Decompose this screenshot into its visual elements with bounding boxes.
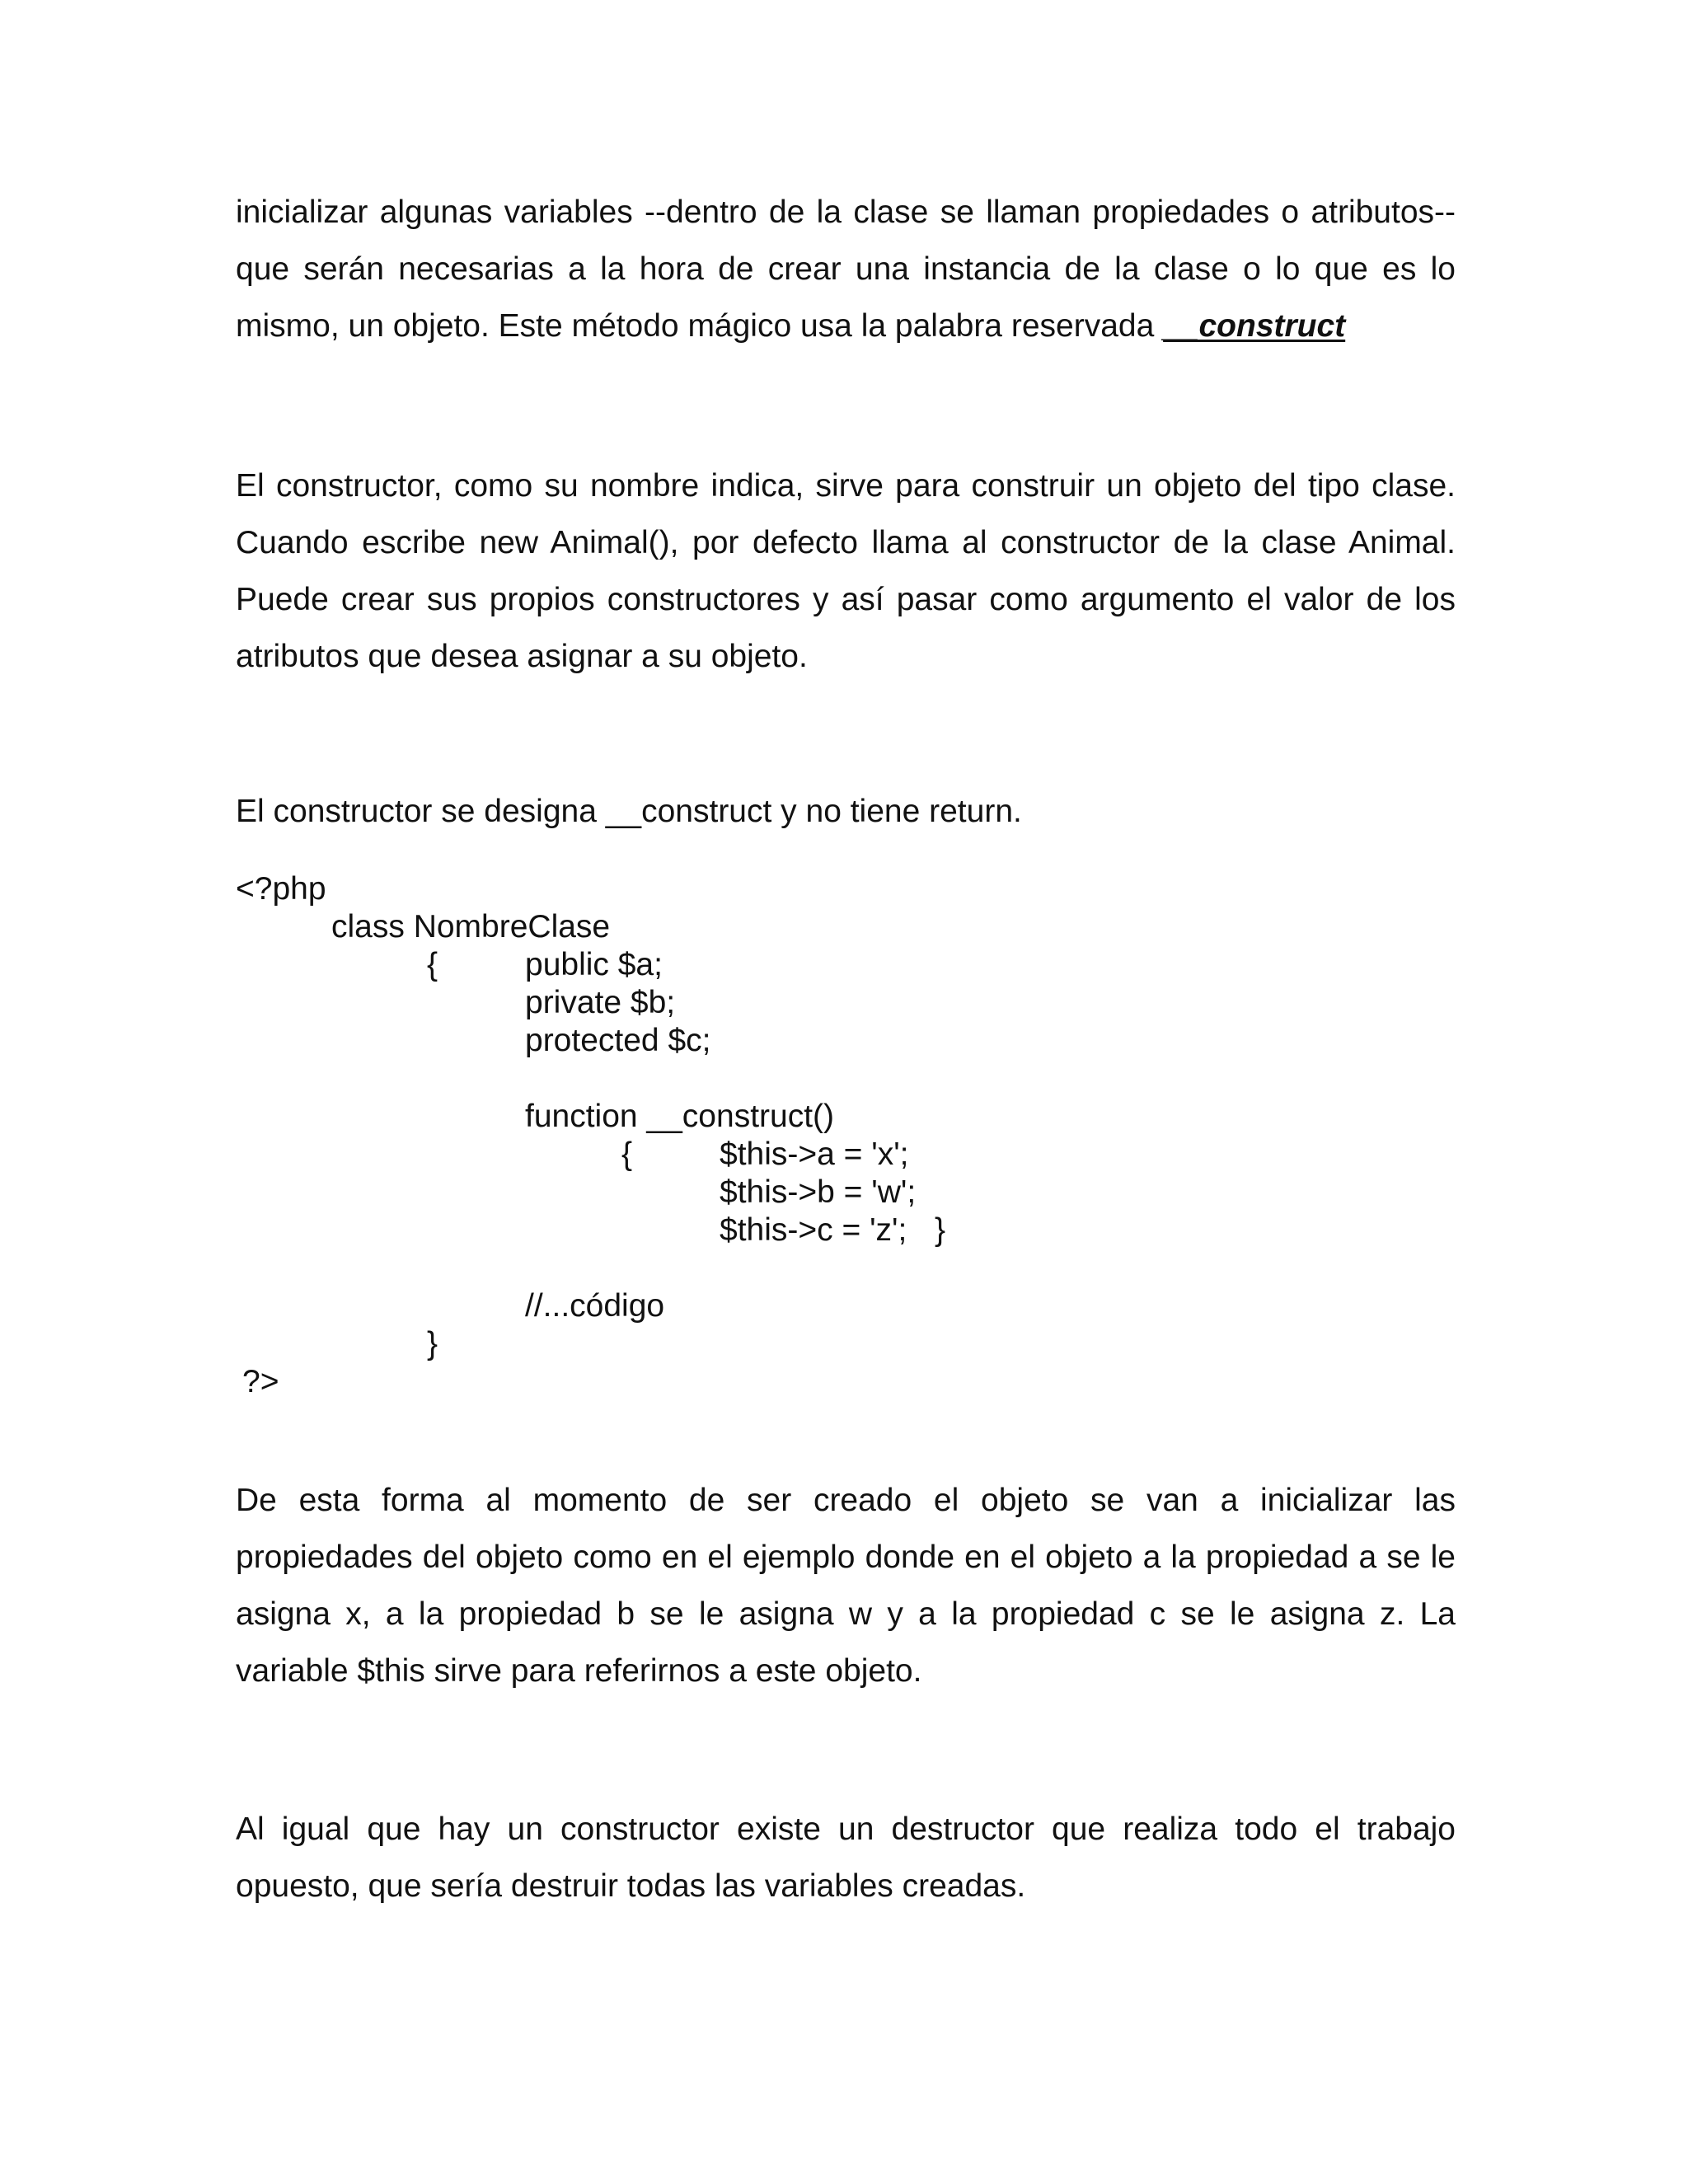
code-open-tag: <?php <box>236 871 326 907</box>
code-property-c: protected $c; <box>525 1023 711 1058</box>
code-class-declaration: class NombreClase <box>331 909 611 944</box>
code-function-brace-close: } <box>935 1212 946 1248</box>
code-property-a: public $a; <box>525 947 663 982</box>
code-close-tag: ?> <box>242 1364 279 1399</box>
paragraph-destructor: Al igual que hay un constructor existe un destructor que realiza todo el trabajo opuesto, que sería destruir todas las variables creadas. <box>236 1811 1456 1904</box>
code-function-declaration: function __construct() <box>525 1099 835 1134</box>
code-assign-c: $this->c = 'z'; <box>720 1212 907 1248</box>
code-assign-b: $this->b = 'w'; <box>720 1174 917 1210</box>
paragraph-constructor-purpose: El constructor, como su nombre indica, sirve para construir un objeto del tipo clase. Cuando escribe new Animal(), por defecto llama al constructor de la clase Animal. Puede crear sus propios constructores y así pasar como argumento el valor de los atributos que desea asignar a su objeto. <box>236 468 1456 674</box>
paragraph-constructor-example: De esta forma al momento de ser creado el objeto se van a inicializar las propiedades del objeto como en el ejemplo donde en el objeto a la propiedad a se le asigna x, a la propiedad b se le asigna w y a la propiedad c se le asigna z. La variable $this sirve para referirnos a este objeto. <box>236 1483 1456 1689</box>
code-function-brace-open: { <box>621 1137 633 1172</box>
paragraph-constructor-intro <box>236 184 1456 354</box>
paragraph-constructor-designation: El constructor se designa __construct y no tiene return. <box>236 794 1022 829</box>
code-assign-a: $this->a = 'x'; <box>720 1137 909 1172</box>
code-class-brace-close: } <box>427 1326 438 1361</box>
code-comment: //...código <box>525 1288 665 1324</box>
construct-keyword: __construct <box>1163 308 1346 344</box>
code-class-brace-open: { <box>427 947 438 982</box>
code-property-b: private $b; <box>525 985 676 1020</box>
paragraph-constructor-intro-text: inicializar algunas variables --dentro de la clase se llaman propiedades o atributos-- que serán necesarias a la hora de crear una instancia de la clase o lo que es lo mismo, un objeto. Este método mágico usa la palabra reservada <box>236 194 1456 344</box>
